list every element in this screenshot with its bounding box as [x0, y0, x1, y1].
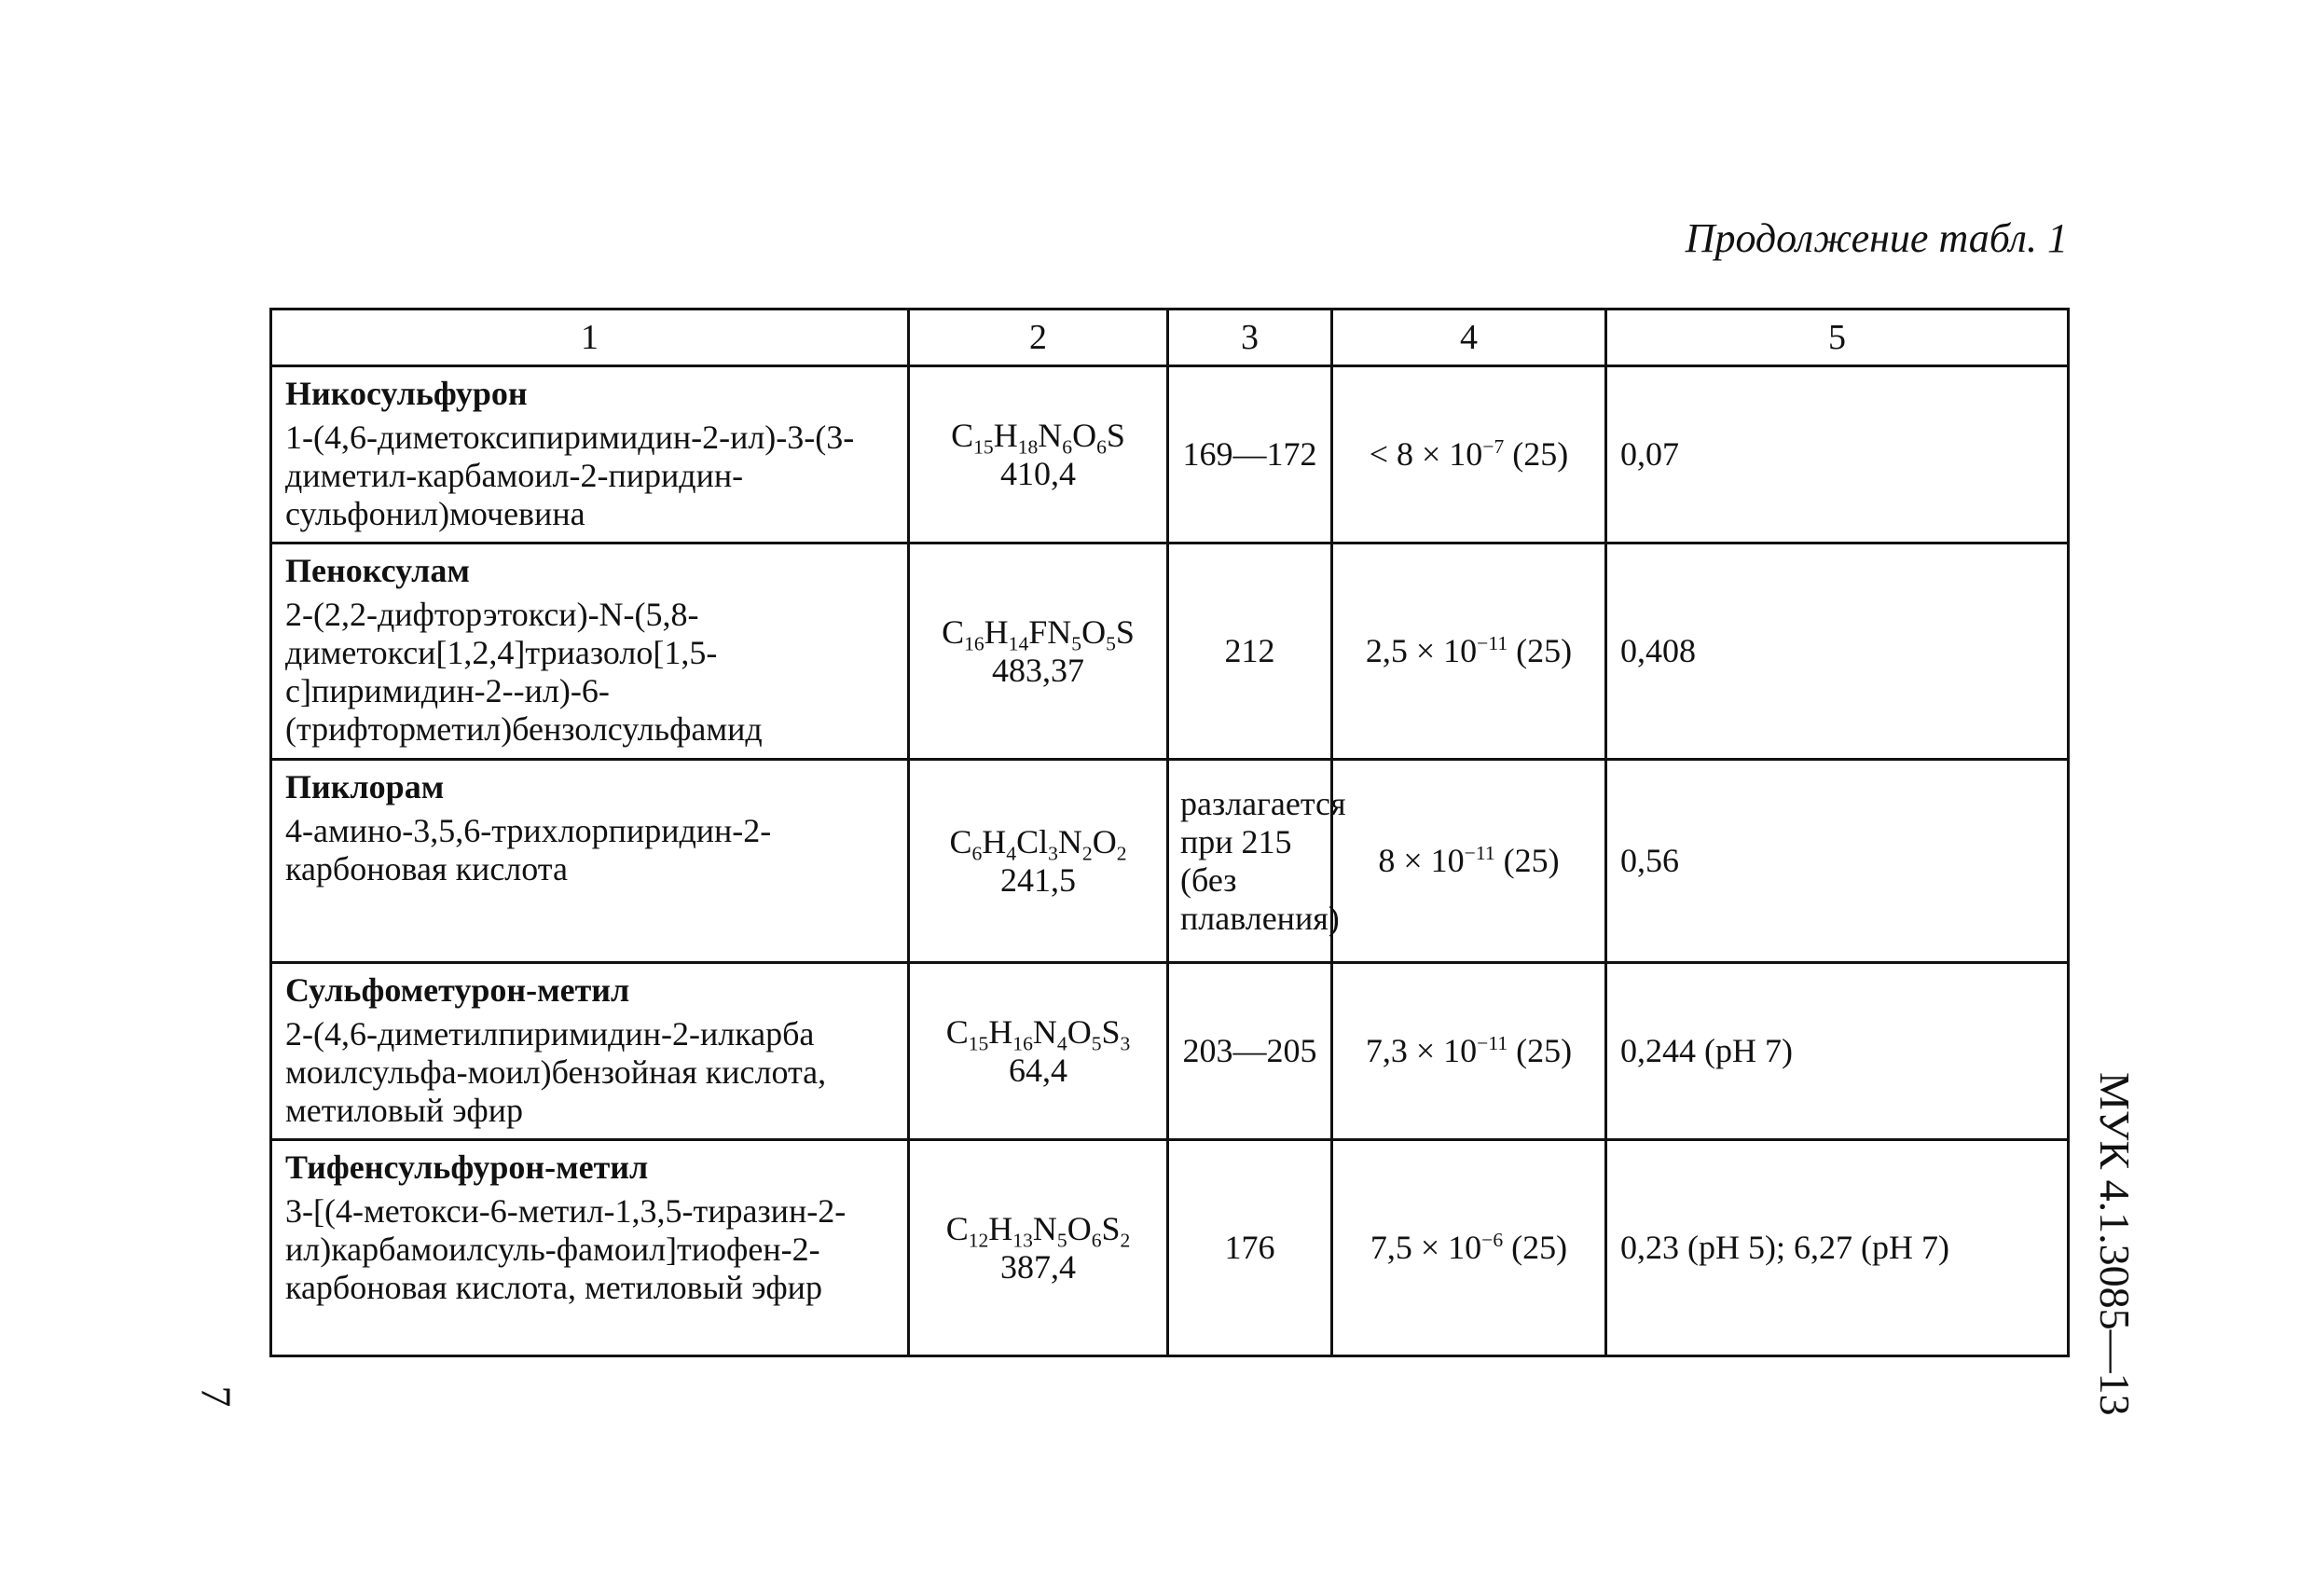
vp-temp: (25)	[1508, 1032, 1573, 1069]
formula-element: N	[1038, 416, 1063, 454]
formula-subscript: 5	[1091, 1032, 1102, 1055]
substance-cell	[271, 366, 909, 543]
formula-subscript: 16	[964, 632, 984, 655]
table-row	[271, 366, 2069, 543]
substance-name: Сульфометурон-метил	[285, 971, 630, 1009]
vp-base: < 8 × 10	[1369, 435, 1483, 473]
formula-element: N	[1032, 1209, 1057, 1247]
formula-element: O	[1067, 1012, 1092, 1051]
vapor-pressure	[1332, 543, 1606, 760]
molar-mass: 64,4	[1009, 1051, 1067, 1089]
formula-element: S	[1115, 612, 1135, 651]
formula-subscript: 3	[1120, 1032, 1131, 1055]
substance-description: 4-амино-3,5,6-трихлорпиридин-2-карбоновая кислота	[285, 812, 772, 887]
substance-description: 2-(2,2-дифторэтокси)-N-(5,8-диметокси[1,2,4]триазоло[1,5-c]пиримидин-2--ил)-6-(трифторметил)бензолсульфамид	[285, 596, 763, 748]
vp-base: 7,3 × 10	[1365, 1032, 1478, 1069]
formula-subscript: 18	[1017, 435, 1039, 459]
substance-cell	[271, 760, 909, 963]
substance-name: Пиклорам	[285, 768, 445, 805]
formula-element: S	[1106, 416, 1125, 454]
formula-subscript: 3	[1048, 842, 1058, 865]
column-header: 2	[909, 310, 1168, 366]
formula-element: N	[1057, 822, 1082, 860]
formula-cell	[909, 760, 1168, 963]
vapor-pressure	[1332, 1140, 1606, 1356]
formula-subscript: 14	[1008, 632, 1029, 655]
formula-subscript: 4	[1006, 842, 1017, 865]
formula-subscript: 4	[1056, 1032, 1067, 1055]
table-row	[271, 543, 2069, 760]
substance-cell	[271, 963, 909, 1140]
melting-point: 203—205	[1168, 963, 1332, 1140]
formula-cell	[909, 1140, 1168, 1356]
formula-subscript: 6	[1096, 435, 1107, 459]
molar-mass: 410,4	[1000, 454, 1076, 492]
column-header: 5	[1606, 310, 2069, 366]
vp-exponent: −6	[1481, 1229, 1504, 1252]
header-row	[271, 310, 2069, 366]
substance-cell	[271, 1140, 909, 1356]
table-row	[271, 963, 2069, 1140]
substance-description: 1-(4,6-диметоксипиримидин-2-ил)-3-(3-диметил-карбамоил-2-пиридин-сульфонил)мочевина	[285, 419, 855, 532]
formula-element: H	[982, 822, 1007, 860]
formula-cell	[909, 543, 1168, 760]
formula-subscript: 16	[1012, 1032, 1033, 1055]
vapor-pressure	[1332, 963, 1606, 1140]
formula-subscript: 6	[1091, 1229, 1102, 1252]
formula-element: O	[1092, 822, 1117, 860]
substance-name: Тифенсульфурон-метил	[285, 1149, 649, 1186]
formula-element: O	[1067, 1209, 1092, 1247]
vp-exponent: −11	[1477, 1032, 1508, 1055]
formula	[910, 1209, 1166, 1252]
formula-element: C	[945, 1012, 969, 1051]
formula-element: S	[1101, 1209, 1121, 1247]
substance-name: Никосульфурон	[285, 375, 528, 412]
formula-subscript: 2	[1120, 1229, 1131, 1252]
substance-description: 2-(4,6-диметилпиримидин-2-илкарба моилсульфа-моил)бензойная кислота, метиловый эфир	[285, 1015, 827, 1129]
substance-name: Пеноксулам	[285, 552, 470, 589]
solubility: 0,07	[1606, 366, 2069, 543]
formula-subscript: 12	[968, 1229, 989, 1252]
formula-element: C	[951, 416, 974, 454]
vp-base: 8 × 10	[1378, 842, 1465, 879]
formula-subscript: 6	[971, 842, 983, 865]
formula-subscript: 5	[1106, 632, 1116, 655]
formula-element: N	[1032, 1012, 1057, 1051]
table-row	[271, 760, 2069, 963]
solubility: 0,23 (pH 5); 6,27 (pH 7)	[1606, 1140, 2069, 1356]
solubility: 0,408	[1606, 543, 2069, 760]
formula-element: O	[1081, 612, 1107, 651]
formula-subscript: 5	[1056, 1229, 1067, 1252]
formula-element: S	[1101, 1012, 1121, 1051]
solubility: 0,244 (pH 7)	[1606, 963, 2069, 1140]
formula-subscript: 15	[968, 1032, 989, 1055]
formula-subscript: 6	[1062, 435, 1073, 459]
formula-element: H	[993, 416, 1018, 454]
melting-point: 176	[1168, 1140, 1332, 1356]
formula-element: O	[1072, 416, 1097, 454]
formula	[910, 822, 1166, 865]
column-header: 1	[271, 310, 909, 366]
molar-mass: 483,37	[992, 651, 1084, 689]
formula-element: H	[984, 612, 1009, 651]
formula-element: C	[942, 612, 965, 651]
column-header: 4	[1332, 310, 1606, 366]
melting-point: 212	[1168, 543, 1332, 760]
vp-exponent: −11	[1477, 632, 1508, 655]
formula-element: C	[949, 822, 972, 860]
substance-cell	[271, 543, 909, 760]
substance-description: 3-[(4-метокси-6-метил-1,3,5-тиразин-2-ил)карбамоилсуль-фамоил]тиофен-2-карбоновая кислота, метиловый эфир	[285, 1192, 847, 1306]
table-caption: Продолжение табл. 1	[1685, 215, 2068, 261]
formula-element: H	[988, 1012, 1013, 1051]
vp-temp: (25)	[1504, 435, 1569, 473]
formula	[910, 1012, 1166, 1055]
vp-base: 2,5 × 10	[1365, 632, 1478, 669]
document-code: МУК 4.1.3085—13	[2091, 1072, 2139, 1416]
column-header: 3	[1168, 310, 1332, 366]
vp-temp: (25)	[1508, 632, 1573, 669]
vapor-pressure	[1332, 366, 1606, 543]
formula-element: C	[945, 1209, 969, 1247]
vp-exponent: −7	[1482, 435, 1505, 459]
formula-element: H	[988, 1209, 1013, 1247]
molar-mass: 387,4	[1000, 1247, 1076, 1286]
vp-temp: (25)	[1494, 842, 1560, 879]
molar-mass: 241,5	[1000, 860, 1076, 899]
page-number: 7	[192, 1385, 241, 1408]
formula	[910, 612, 1166, 655]
formula-subscript: 15	[973, 435, 994, 459]
vp-temp: (25)	[1503, 1229, 1568, 1266]
formula-element: Cl	[1016, 822, 1049, 860]
formula-subscript: 5	[1071, 632, 1082, 655]
table-row	[271, 1140, 2069, 1356]
data-table	[269, 308, 2070, 1357]
vp-exponent: −11	[1464, 842, 1495, 865]
formula-cell	[909, 963, 1168, 1140]
formula-cell	[909, 366, 1168, 543]
formula	[910, 416, 1166, 459]
vapor-pressure	[1332, 760, 1606, 963]
formula-subscript: 2	[1116, 842, 1127, 865]
formula-element: FN	[1028, 612, 1072, 651]
formula-subscript: 13	[1012, 1229, 1033, 1252]
vp-base: 7,5 × 10	[1370, 1229, 1482, 1266]
melting-point: 169—172	[1168, 366, 1332, 543]
solubility: 0,56	[1606, 760, 2069, 963]
formula-subscript: 2	[1081, 842, 1093, 865]
melting-point: разлагается при 215 (без плавления)	[1168, 760, 1332, 963]
